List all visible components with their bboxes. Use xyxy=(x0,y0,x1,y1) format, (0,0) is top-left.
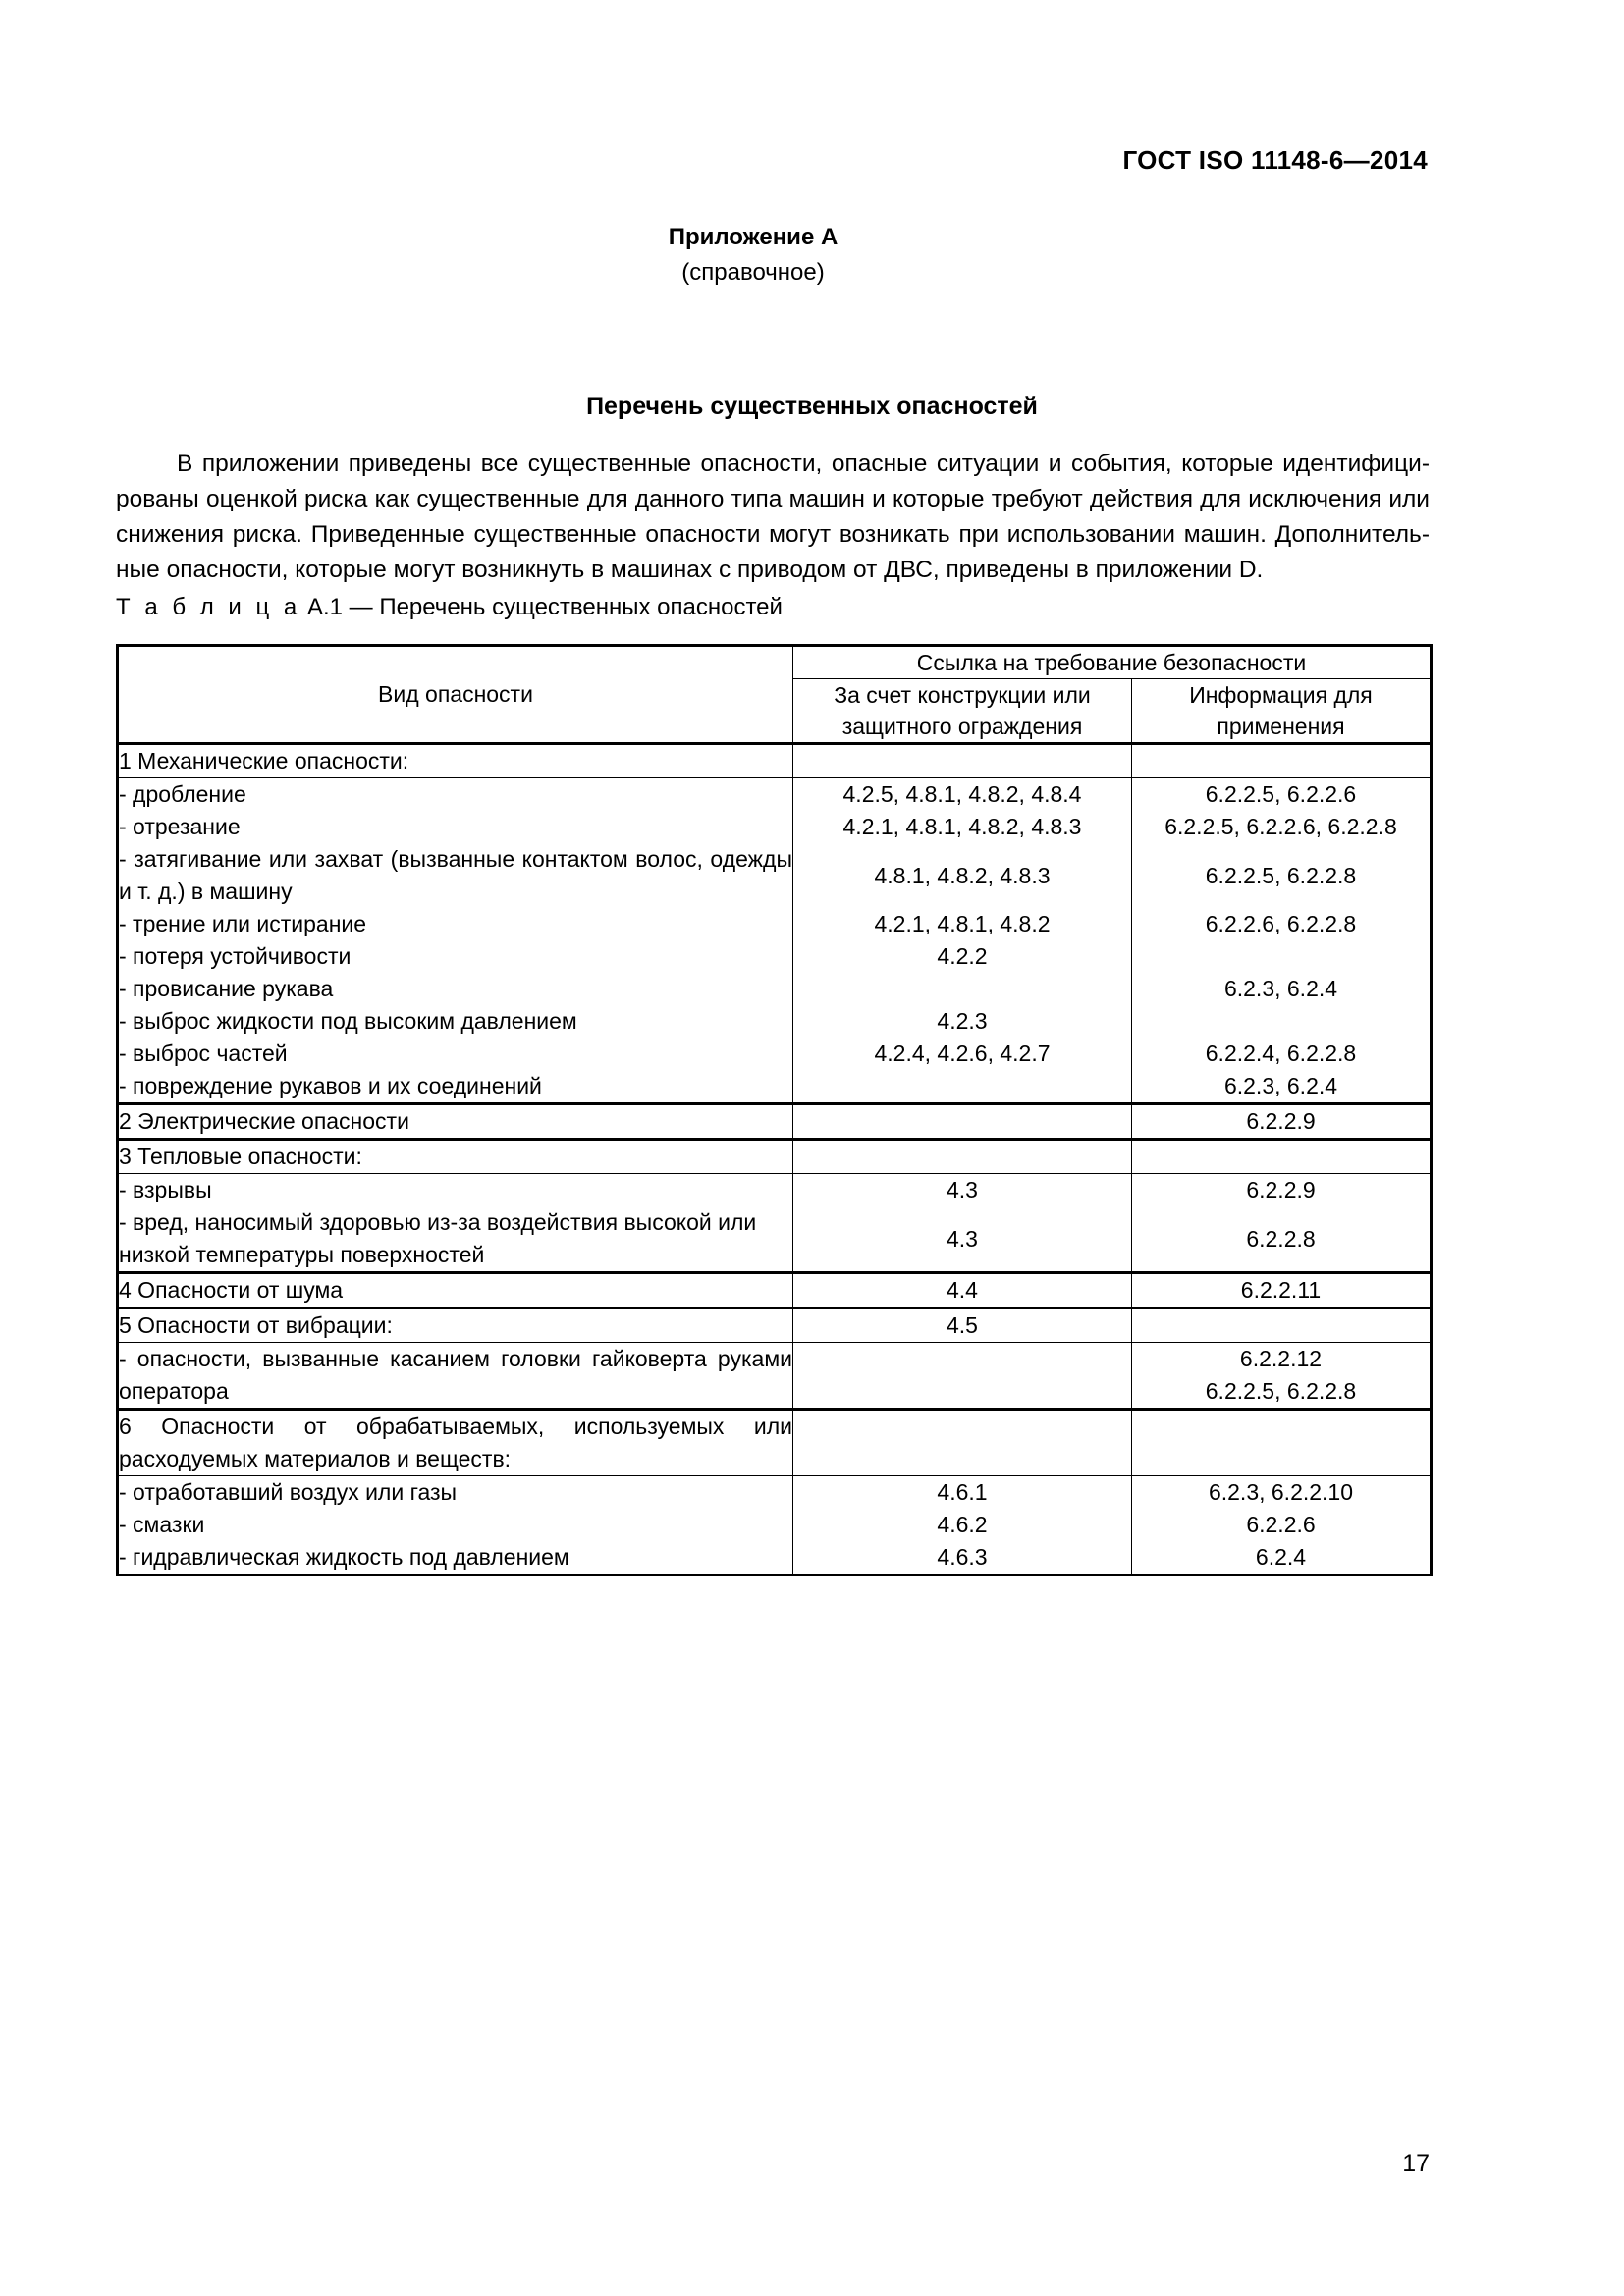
table-row xyxy=(118,1308,1432,1343)
table-caption xyxy=(116,594,783,621)
table-row xyxy=(118,908,1432,940)
table-row xyxy=(118,973,1432,1005)
table-row xyxy=(118,843,1432,908)
section-title: Перечень существенных опасностей xyxy=(586,393,1038,420)
cell-by-design-reference xyxy=(793,973,1132,1005)
column-header-hazard-type: Вид опасности xyxy=(118,646,793,744)
cell-information-reference: 6.2.2.6, 6.2.2.8 xyxy=(1132,908,1432,940)
cell-information-reference: 6.2.3, 6.2.2.10 xyxy=(1132,1476,1432,1510)
table-row xyxy=(118,1174,1432,1207)
cell-hazard-type: 3 Тепловые опасности: xyxy=(118,1140,793,1174)
table-caption-number: А.1 xyxy=(306,594,343,620)
cell-hazard-type: - повреждение рукавов и их соединений xyxy=(118,1070,793,1104)
table-row xyxy=(118,778,1432,812)
cell-information-reference: 6.2.3, 6.2.4 xyxy=(1132,1070,1432,1104)
table-row xyxy=(118,1104,1432,1140)
table-row xyxy=(118,1509,1432,1541)
cell-information-reference xyxy=(1132,1005,1432,1038)
table-row xyxy=(118,1476,1432,1510)
cell-information-reference xyxy=(1132,1410,1432,1476)
table-row xyxy=(118,1070,1432,1104)
cell-by-design-reference xyxy=(793,1070,1132,1104)
table-row xyxy=(118,1343,1432,1410)
cell-hazard-type: - трение или истирание xyxy=(118,908,793,940)
cell-by-design-reference: 4.4 xyxy=(793,1273,1132,1308)
cell-information-reference xyxy=(1132,940,1432,973)
cell-hazard-type: - отработавший воздух или газы xyxy=(118,1476,793,1510)
cell-by-design-reference: 4.6.1 xyxy=(793,1476,1132,1510)
table-row xyxy=(118,1273,1432,1308)
cell-information-reference: 6.2.2.9 xyxy=(1132,1104,1432,1140)
cell-information-reference xyxy=(1132,744,1432,778)
cell-information-reference: 6.2.4 xyxy=(1132,1541,1432,1575)
table-row xyxy=(118,1140,1432,1174)
cell-by-design-reference xyxy=(793,1410,1132,1476)
cell-by-design-reference: 4.2.4, 4.2.6, 4.2.7 xyxy=(793,1038,1132,1070)
cell-by-design-reference: 4.6.3 xyxy=(793,1541,1132,1575)
cell-by-design-reference xyxy=(793,1343,1132,1410)
cell-by-design-reference: 4.6.2 xyxy=(793,1509,1132,1541)
cell-hazard-type: 2 Электрические опасности xyxy=(118,1104,793,1140)
column-header-by-design: За счет конструкции или защитного ограждения xyxy=(793,679,1132,744)
cell-by-design-reference xyxy=(793,1140,1132,1174)
table-caption-dash: — xyxy=(349,594,373,620)
cell-hazard-type: 6 Опасности от обрабатываемых, используемых или расходуемых материалов и веществ: xyxy=(118,1410,793,1476)
table-row xyxy=(118,1541,1432,1575)
cell-by-design-reference: 4.2.1, 4.8.1, 4.8.2, 4.8.3 xyxy=(793,811,1132,843)
table-row xyxy=(118,744,1432,778)
table-caption-label: Т а б л и ц а xyxy=(116,594,301,620)
cell-hazard-type: - выброс жидкости под высоким давлением xyxy=(118,1005,793,1038)
cell-information-reference: 6.2.3, 6.2.4 xyxy=(1132,973,1432,1005)
cell-information-reference: 6.2.2.8 xyxy=(1132,1206,1432,1273)
table-row xyxy=(118,940,1432,973)
hazard-table-body xyxy=(118,744,1432,1575)
cell-hazard-type: - вред, наносимый здоровью из-за воздействия высокой или низкой температуры поверхностей xyxy=(118,1206,793,1273)
cell-information-reference: 6.2.2.5, 6.2.2.6 xyxy=(1132,778,1432,812)
cell-hazard-type: 5 Опасности от вибрации: xyxy=(118,1308,793,1343)
hazard-table xyxy=(116,644,1433,1576)
column-header-information-for-use: Информация для применения xyxy=(1132,679,1432,744)
intro-paragraph: В приложении приведены все существенные опасности, опасные ситуации и события, которые идентифицированы оценкой риска как существенные для данного типа машин и которые требуют действия для исключения или снижения риска. Приведенные существенные опасности могут возникать при использовании машин. Дополнительные опасности, которые могут возникнуть в машинах с приводом от ДВС, приведены в приложении D. xyxy=(116,451,1430,583)
cell-information-reference xyxy=(1132,1140,1432,1174)
cell-hazard-type: - гидравлическая жидкость под давлением xyxy=(118,1541,793,1575)
cell-information-reference: 6.2.2.12 6.2.2.5, 6.2.2.8 xyxy=(1132,1343,1432,1410)
hazard-table-head xyxy=(118,646,1432,744)
document-header-standard-id: ГОСТ ISO 11148-6—2014 xyxy=(1122,145,1428,175)
cell-by-design-reference xyxy=(793,1104,1132,1140)
cell-hazard-type: - затягивание или захват (вызванные контактом волос, одежды и т. д.) в машину xyxy=(118,843,793,908)
cell-by-design-reference: 4.2.1, 4.8.1, 4.8.2 xyxy=(793,908,1132,940)
cell-hazard-type: - потеря устойчивости xyxy=(118,940,793,973)
cell-hazard-type: 1 Механические опасности: xyxy=(118,744,793,778)
table-caption-text: Перечень существенных опасностей xyxy=(379,594,783,620)
cell-information-reference: 6.2.2.4, 6.2.2.8 xyxy=(1132,1038,1432,1070)
cell-hazard-type: - опасности, вызванные касанием головки гайковерта руками оператора xyxy=(118,1343,793,1410)
cell-by-design-reference xyxy=(793,744,1132,778)
cell-by-design-reference: 4.3 xyxy=(793,1174,1132,1207)
cell-by-design-reference: 4.3 xyxy=(793,1206,1132,1273)
cell-by-design-reference: 4.2.2 xyxy=(793,940,1132,973)
cell-information-reference: 6.2.2.9 xyxy=(1132,1174,1432,1207)
cell-hazard-type: - провисание рукава xyxy=(118,973,793,1005)
cell-information-reference: 6.2.2.5, 6.2.2.8 xyxy=(1132,843,1432,908)
table-row xyxy=(118,1038,1432,1070)
annex-heading-block xyxy=(0,224,1624,287)
table-row xyxy=(118,1410,1432,1476)
column-header-safety-requirement-group: Ссылка на требование безопасности xyxy=(793,646,1432,679)
cell-information-reference: 6.2.2.6 xyxy=(1132,1509,1432,1541)
cell-hazard-type: 4 Опасности от шума xyxy=(118,1273,793,1308)
hazard-table-wrapper xyxy=(116,644,1430,1576)
annex-subtitle: (справочное) xyxy=(681,259,825,286)
cell-information-reference xyxy=(1132,1308,1432,1343)
cell-information-reference: 6.2.2.5, 6.2.2.6, 6.2.2.8 xyxy=(1132,811,1432,843)
cell-hazard-type: - смазки xyxy=(118,1509,793,1541)
cell-hazard-type: - выброс частей xyxy=(118,1038,793,1070)
cell-by-design-reference: 4.8.1, 4.8.2, 4.8.3 xyxy=(793,843,1132,908)
cell-by-design-reference: 4.2.5, 4.8.1, 4.8.2, 4.8.4 xyxy=(793,778,1132,812)
table-row xyxy=(118,1005,1432,1038)
cell-by-design-reference: 4.5 xyxy=(793,1308,1132,1343)
cell-hazard-type: - отрезание xyxy=(118,811,793,843)
cell-information-reference: 6.2.2.11 xyxy=(1132,1273,1432,1308)
annex-title: Приложение А xyxy=(668,224,839,250)
table-row xyxy=(118,811,1432,843)
table-header-row-1 xyxy=(118,646,1432,679)
cell-hazard-type: - взрывы xyxy=(118,1174,793,1207)
table-row xyxy=(118,1206,1432,1273)
page-number: 17 xyxy=(1402,2150,1430,2177)
cell-hazard-type: - дробление xyxy=(118,778,793,812)
cell-by-design-reference: 4.2.3 xyxy=(793,1005,1132,1038)
